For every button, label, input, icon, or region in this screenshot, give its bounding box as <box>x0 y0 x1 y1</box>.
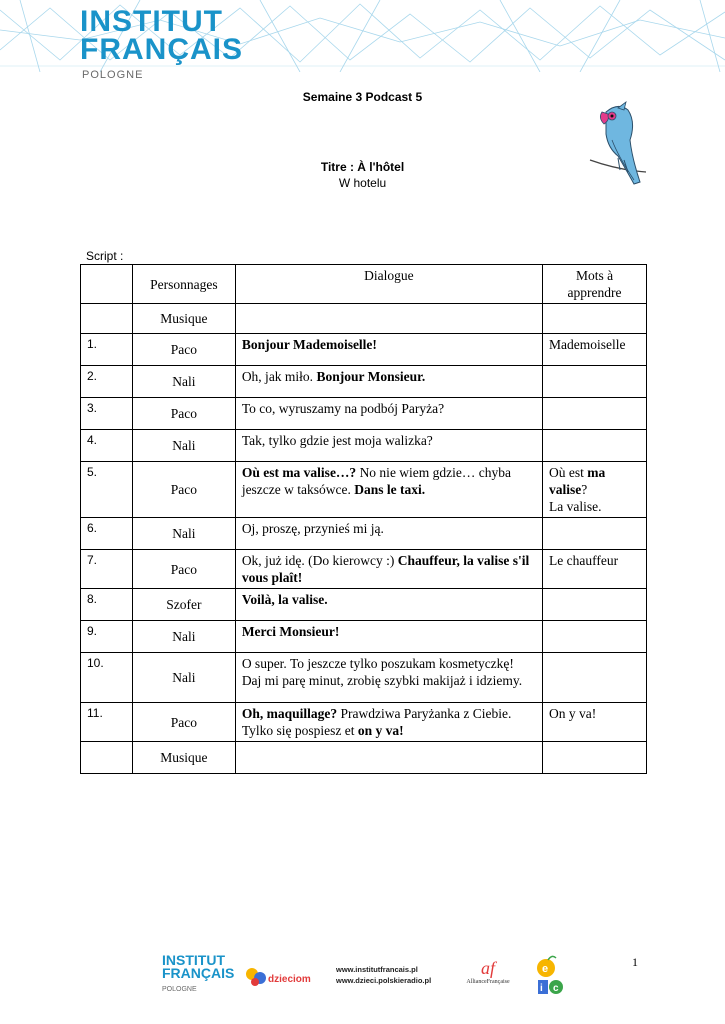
footer <box>0 950 725 1000</box>
logo-line-1: INSTITUT <box>80 5 223 38</box>
script-label: Script : <box>86 249 124 263</box>
row-dialogue: Merci Monsieur! <box>235 621 542 653</box>
svg-text:c: c <box>553 983 559 994</box>
row-personnage: Nali <box>132 621 235 653</box>
row-mots <box>543 621 647 653</box>
logo-subtitle: POLOGNE <box>82 69 144 81</box>
row-mots <box>543 589 647 621</box>
row-number: 3. <box>81 398 133 430</box>
row-number: 4. <box>81 430 133 462</box>
row-number: 5. <box>81 462 133 518</box>
institut-francais-logo <box>80 5 243 66</box>
row-personnage: Paco <box>132 398 235 430</box>
footer-logo-line-2: FRANÇAIS <box>162 965 235 981</box>
table-row <box>81 550 647 589</box>
table-row <box>81 304 647 334</box>
footer-url-2[interactable]: www.dzieci.polskieradio.pl <box>336 976 432 985</box>
row-mots <box>543 518 647 550</box>
table-row <box>81 518 647 550</box>
header-personnages: Personnages <box>132 265 235 304</box>
row-dialogue: Où est ma valise…? No nie wiem gdzie… chyba jeszcze w taksówce. Dans le taxi. <box>235 462 542 518</box>
row-personnage: Paco <box>132 462 235 518</box>
table-row <box>81 334 647 366</box>
af-mark: af <box>480 958 495 978</box>
row-personnage: Musique <box>132 742 235 774</box>
row-number: 7. <box>81 550 133 589</box>
row-dialogue <box>235 304 542 334</box>
row-number: 11. <box>81 703 133 742</box>
row-dialogue: Bonjour Mademoiselle! <box>235 334 542 366</box>
doc-title: Titre : À l'hôtel <box>320 160 405 174</box>
table-row <box>81 398 647 430</box>
row-number: 10. <box>81 653 133 703</box>
table-row <box>81 430 647 462</box>
row-dialogue: Ok, już idę. (Do kierowcy :) Chauffeur, la valise s'il vous plaît! <box>235 550 542 589</box>
row-personnage: Szofer <box>132 589 235 621</box>
logo-line-2: FRANÇAIS <box>80 33 243 66</box>
table-row <box>81 742 647 774</box>
row-dialogue: Oh, maquillage? Prawdziwa Paryżanka z Ciebie. Tylko się pospiesz et on y va! <box>235 703 542 742</box>
script-table <box>80 264 647 774</box>
table-row <box>81 462 647 518</box>
row-dialogue: O super. To jeszcze tylko poszukam kosmetyczkę! Daj mi parę minut, zrobię szybki makijaż i idziemy. <box>235 653 542 703</box>
table-row <box>81 703 647 742</box>
footer-logo <box>162 954 234 980</box>
row-personnage: Musique <box>132 304 235 334</box>
row-mots <box>543 366 647 398</box>
row-dialogue: Tak, tylko gdzie jest moja walizka? <box>235 430 542 462</box>
row-dialogue: Oh, jak miło. Bonjour Monsieur. <box>235 366 542 398</box>
header-dialogue: Dialogue <box>235 265 542 304</box>
table-row <box>81 366 647 398</box>
alliance-francaise-logo <box>460 958 516 985</box>
row-personnage: Nali <box>132 430 235 462</box>
row-number: 8. <box>81 589 133 621</box>
row-mots: On y va! <box>543 703 647 742</box>
row-personnage: Paco <box>132 703 235 742</box>
row-personnage: Paco <box>132 550 235 589</box>
dzieciom-text: dzieciom <box>268 974 311 985</box>
table-row <box>81 621 647 653</box>
table-header-row <box>81 265 647 304</box>
row-personnage: Nali <box>132 518 235 550</box>
page-number: 1 <box>632 955 638 969</box>
row-dialogue: To co, wyruszamy na podbój Paryża? <box>235 398 542 430</box>
header-mots: Mots à apprendre <box>543 265 647 304</box>
row-number: 1. <box>81 334 133 366</box>
af-text: AllianceFrançaise <box>466 979 510 985</box>
footer-urls <box>336 964 431 986</box>
svg-text:e: e <box>542 963 549 975</box>
row-dialogue: Voilà, la valise. <box>235 589 542 621</box>
row-mots <box>543 398 647 430</box>
row-mots: Où est ma valise? La valise. <box>543 462 647 518</box>
row-personnage: Paco <box>132 334 235 366</box>
table-row <box>81 653 647 703</box>
doc-subtitle: W hotelu <box>338 176 387 190</box>
row-mots <box>543 304 647 334</box>
footer-logo-line-1: INSTITUT <box>162 952 225 968</box>
svg-text:i: i <box>540 983 543 994</box>
footer-url-1[interactable]: www.institutfrancais.pl <box>336 965 418 974</box>
eic-logo <box>528 954 578 998</box>
row-number <box>81 742 133 774</box>
row-number <box>81 304 133 334</box>
table-row <box>81 589 647 621</box>
header-num <box>81 265 133 304</box>
week-heading: Semaine 3 Podcast 5 <box>302 90 423 104</box>
row-number: 9. <box>81 621 133 653</box>
row-mots <box>543 653 647 703</box>
row-dialogue <box>235 742 542 774</box>
row-mots <box>543 742 647 774</box>
row-personnage: Nali <box>132 653 235 703</box>
row-personnage: Nali <box>132 366 235 398</box>
row-mots: Le chauffeur <box>543 550 647 589</box>
row-number: 2. <box>81 366 133 398</box>
row-dialogue: Oj, proszę, przynieś mi ją. <box>235 518 542 550</box>
row-mots <box>543 430 647 462</box>
footer-logo-sub: POLOGNE <box>162 986 197 993</box>
parrot-illustration <box>588 100 648 190</box>
row-mots: Mademoiselle <box>543 334 647 366</box>
row-number: 6. <box>81 518 133 550</box>
